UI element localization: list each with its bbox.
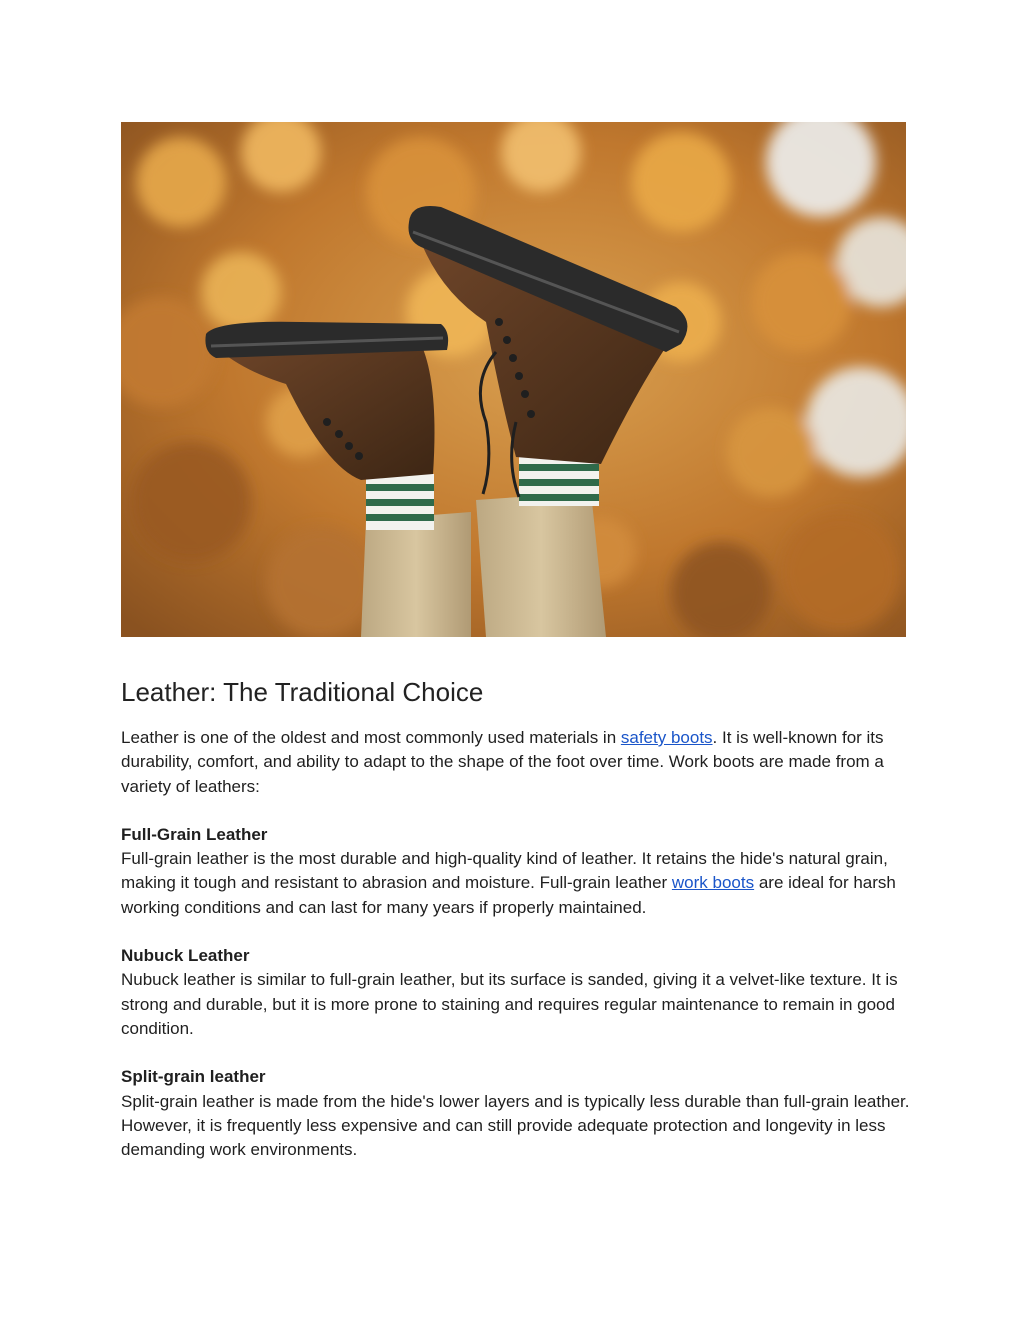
full-grain-title: Full-Grain Leather (121, 824, 268, 844)
split-grain-title: Split-grain leather (121, 1067, 266, 1087)
full-grain-paragraph (121, 823, 911, 920)
section-heading: Leather: The Traditional Choice (121, 677, 484, 707)
work-boots-link[interactable]: work boots (671, 873, 755, 893)
boots-in-autumn-leaves-photo (121, 122, 906, 637)
hero-photo (121, 122, 906, 637)
nubuck-paragraph (121, 944, 911, 1041)
article-body (121, 672, 911, 1186)
full-grain-text-after: are ideal for harsh working conditions and can last for many years if properly maintained. (121, 873, 896, 917)
nubuck-title: Nubuck Leather (121, 946, 250, 966)
nubuck-text: Nubuck leather is similar to full-grain leather, but its surface is sanded, giving it a velvet-like texture. It is strong and durable, but it is more prone to staining and requires regular maintenance to remain in good condition. (121, 970, 898, 1038)
split-grain-paragraph (121, 1065, 911, 1162)
full-grain-text-before: Full-grain leather is the most durable and high-quality kind of leather. It retains the hide's natural grain, making it tough and resistant to abrasion and moisture. Full-grain leather (121, 849, 888, 893)
intro-paragraph (121, 726, 911, 799)
safety-boots-link[interactable]: safety boots (620, 728, 713, 747)
intro-text-after: . It is well-known for its durability, comfort, and ability to adapt to the shape of the foot over time. Work boots are made from a variety of leathers: (121, 728, 884, 796)
split-grain-text: Split-grain leather is made from the hide's lower layers and is typically less durable than full-grain leather. However, it is frequently less expensive and can still provide adequate protection and longevity in less demanding work environments. (121, 1091, 910, 1160)
intro-text-before: Leather is one of the oldest and most commonly used materials in (121, 728, 621, 747)
